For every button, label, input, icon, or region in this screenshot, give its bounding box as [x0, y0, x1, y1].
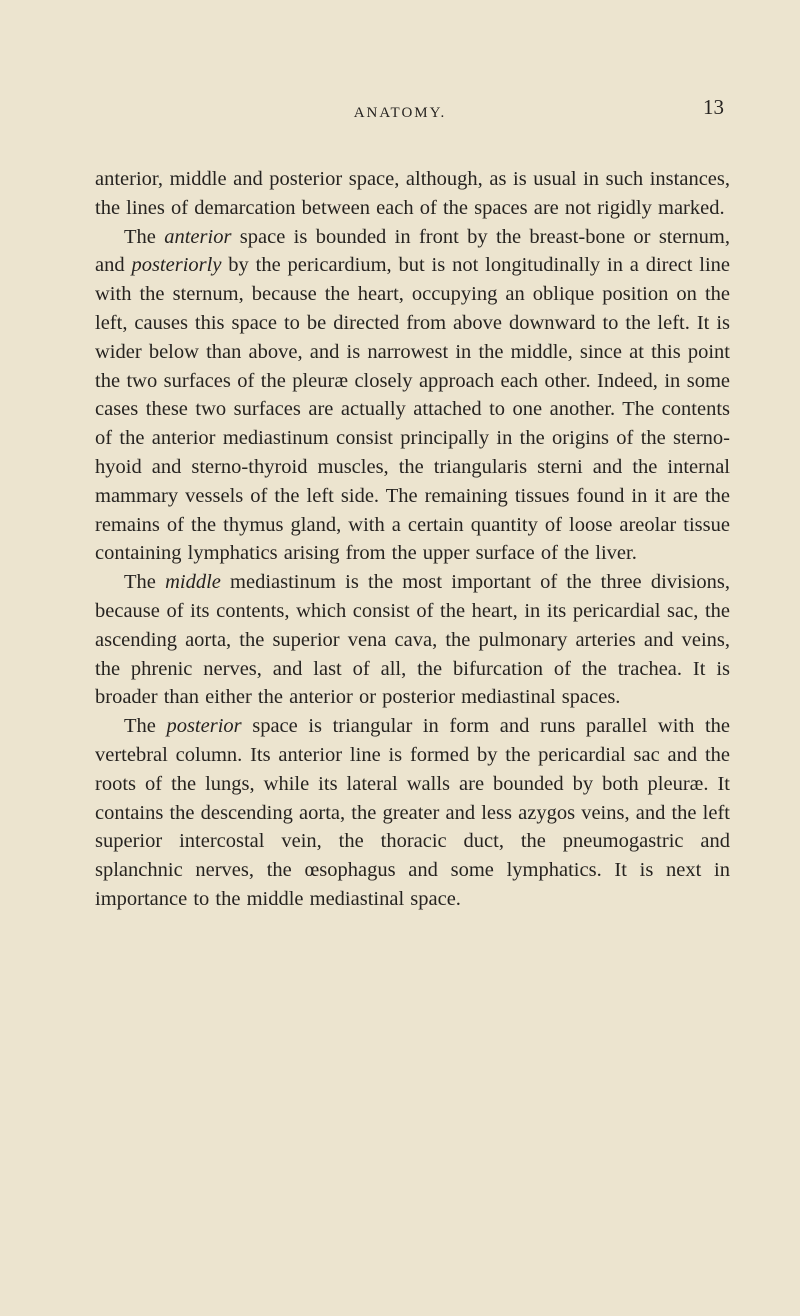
italic-term-middle: middle	[165, 571, 221, 594]
body-text	[95, 165, 730, 914]
paragraph-posterior-space	[95, 712, 730, 914]
text-run: The	[124, 715, 167, 738]
text-run: by the pericardium, but is not longitudinally in a direct line with the sternum, because the heart, occupying an oblique position on the left, causes this space to be directed from above downward to the left. It is wider below than above, and is narrowest in the middle, since at this point the two surfaces of the pleuræ closely approach each other. Indeed, in some cases these two surfaces are actually attached to one another. The contents of the anterior mediastinum consist principally in the origins of the sterno-hyoid and sterno-thyroid muscles, the triangularis sterni and the internal mammary vessels of the left side. The remaining tissues found in it are the remains of the thymus gland, with a certain quantity of loose areolar tissue containing lymphatics arising from the upper surface of the liver.	[95, 254, 730, 565]
paragraph-continuation	[95, 165, 730, 223]
page-number: 13	[703, 95, 724, 119]
paragraph-anterior-space	[95, 223, 730, 569]
italic-term-posterior: posterior	[166, 715, 242, 738]
text-run: mediastinum is the most important of the three divisions, because of its contents, which consist of the heart, in its pericardial sac, the ascending aorta, the superior vena cava, the pulmonary arteries and veins, the phrenic nerves, and last of all, the bifurcation of the trachea. It is broader than either the anterior or posterior mediastinal spaces.	[95, 571, 730, 709]
text-run: space is triangular in form and runs parallel with the vertebral column. Its anterior line is formed by the pericardial sac and the roots of the lungs, while its lateral walls are bounded by both pleuræ. It contains the descending aorta, the greater and less azygos veins, and the left superior intercostal vein, the thoracic duct, the pneumogastric and splanchnic nerves, the œsophagus and some lymphatics. It is next in importance to the middle mediastinal space.	[95, 715, 730, 910]
paragraph-middle-mediastinum	[95, 568, 730, 712]
text-run: The	[124, 225, 165, 248]
running-title: ANATOMY.	[353, 105, 447, 121]
text-run: anterior, middle and posterior space, although, as is usual in such instances, the lines of demarcation between each of the spaces are not rigidly marked.	[95, 168, 730, 219]
italic-term-anterior: anterior	[164, 225, 232, 248]
text-run: The	[124, 571, 166, 594]
italic-term-posteriorly: posteriorly	[131, 254, 222, 277]
text-run: space is bounded in front by the breast-bone or sternum, and	[95, 225, 730, 277]
